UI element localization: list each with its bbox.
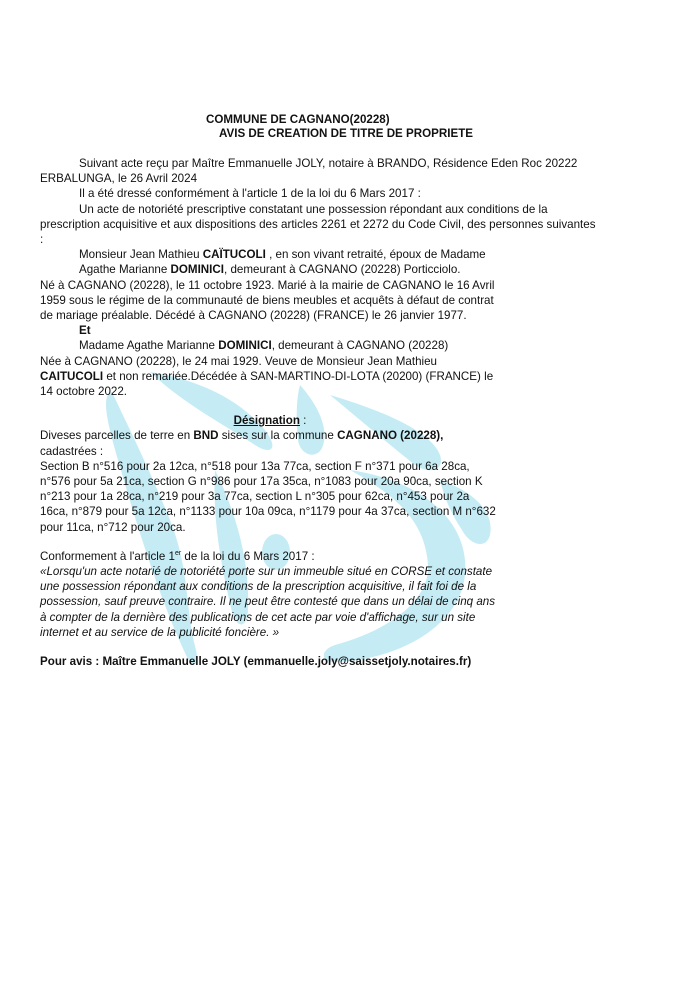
notice-document	[40, 113, 600, 669]
designation-block	[40, 428, 500, 534]
designation-heading: Désignation :	[233, 414, 307, 428]
person2-block	[40, 338, 500, 399]
late-husband-surname: CAITUCOLI	[40, 369, 104, 383]
person1-spouse: Agathe Marianne DOMINICI, demeurant à CAGNANO (20228) Porticciolo.	[79, 263, 461, 277]
legal-quote: «Lorsqu'un acte notarié de notoriété porte sur un immeuble situé en CORSE et constate une possession répondant aux conditions de la prescription acquisitive, il fait foi de la possession, sauf preuve contraire. Il ne peut être contesté que dans un délai de cinq ans à compter de la dernière des publications de cet acte par voie d'affichage, sur un site internet et au service de la publicité foncière. »	[40, 565, 496, 639]
person2-details: Née à CAGNANO (20228), le 24 mai 1929. Veuve de Monsieur Jean Mathieu CAITUCOLI et non remariée.Décédée à SAN-MARTINO-DI-LOTA (20200) (FRANCE) le 14 octobre 2022.	[40, 354, 494, 399]
notice-title: AVIS DE CREATION DE TITRE DE PROPRIETE	[219, 127, 474, 140]
designation-line: Diveses parcelles de terre en BND sises sur la commune CAGNANO (20228), cadastrées :	[40, 429, 444, 458]
notoriete-paragraph: Un acte de notoriété prescriptive constatant une possession répondant aux conditions de la prescription acquisitive et aux dispositions des articles 2261 et 2272 du Code Civil, des personnes suivantes :	[40, 202, 596, 247]
commune-title: COMMUNE DE CAGNANO(20228)	[206, 113, 390, 126]
pour-avis-signature: Pour avis : Maître Emmanuelle JOLY (emmanuelle.joly@saissetjoly.notaires.fr)	[40, 655, 472, 669]
spouse-surname: DOMINICI	[170, 263, 224, 277]
dresse-paragraph: Il a été dressé conformément à l'article 1 de la loi du 6 Mars 2017 :	[79, 187, 421, 201]
person1-intro: Monsieur Jean Mathieu CAÏTUCOLI , en son vivant retraité, époux de Madame	[79, 248, 486, 262]
person1-surname: CAÏTUCOLI	[202, 248, 266, 262]
legal-block	[40, 549, 500, 640]
person2-intro: Madame Agathe Marianne DOMINICI, demeurant à CAGNANO (20228)	[79, 339, 449, 353]
parcel-list: Section B n°516 pour 2a 12ca, n°518 pour 13a 77ca, section F n°371 pour 6a 28ca, n°576 pour 5a 21ca, section G n°986 pour 17a 35ca, n°1083 pour 20a 90ca, section K n°213 pour 1a 28ca, n°219 pour 3a 77ca, section L n°305 pour 62ca, n°453 pour 2a 16ca, n°879 pour 5a 12ca, n°1133 pour 10a 09ca, n°1179 pour 4a 37ca, section M n°632 pour 11ca, n°712 pour 20ca.	[40, 459, 496, 534]
person1-details: Né à CAGNANO (20228), le 11 octobre 1923. Marié à la mairie de CAGNANO le 16 Avril 1959 sous le régime de la communauté de biens meubles et acquêts à défaut de contrat de mariage préalable. Décédé à CAGNANO (20228) (FRANCE) le 26 janvier 1977.	[40, 278, 495, 323]
person2-surname: DOMINICI	[218, 339, 272, 353]
conjunction-et: Et	[79, 324, 91, 338]
acte-paragraph: Suivant acte reçu par Maître Emmanuelle JOLY, notaire à BRANDO, Résidence Eden Roc 20222 ERBALUNGA, le 26 Avril 2024	[40, 157, 578, 186]
legal-intro: Conformement à l'article 1er de la loi du 6 Mars 2017 :	[40, 549, 315, 563]
person1-block	[40, 247, 500, 323]
